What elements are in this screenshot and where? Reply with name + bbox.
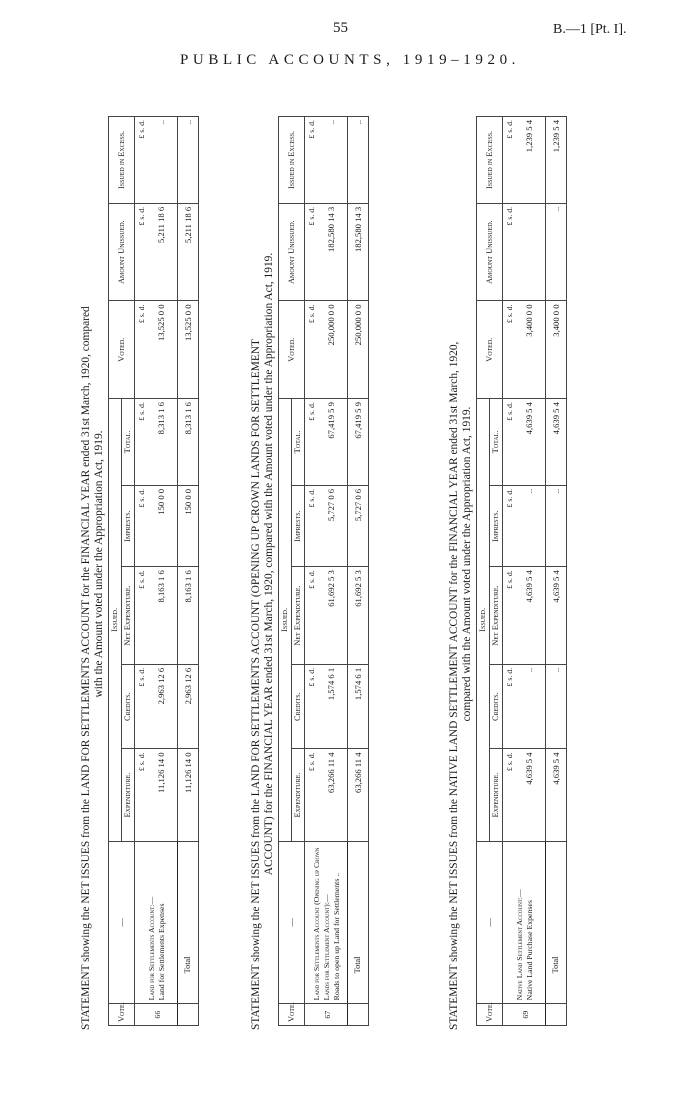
unissued-header: Amount Unissued. (109, 203, 135, 301)
total-unissued-cell: 5,211 18 6 (178, 203, 199, 301)
statement-title-main: STATEMENT showing the NET ISSUES from the LAND FOR SETTLEMENTS ACCOUNT for the FINANCIAL YEAR ended 31st March, 1920, compared (80, 306, 92, 1030)
voted-cell: 13,525 0 0 (146, 301, 178, 399)
units-label: £ s. d. (135, 664, 147, 749)
expenditure-cell: 11,126 14 0 (146, 749, 178, 841)
units-label: £ s. d. (503, 567, 515, 665)
units-label: £ s. d. (305, 203, 317, 301)
imprests-cell: .. (514, 485, 546, 566)
total-cell: 8,313 1 6 (146, 399, 178, 486)
statement-land-for-settlements (80, 90, 235, 1030)
total-net-expenditure-cell: 4,639 5 4 (546, 567, 567, 665)
statement-table (108, 116, 199, 1026)
units-label: £ s. d. (503, 399, 515, 486)
total-voted-cell: 13,525 0 0 (178, 301, 199, 399)
account-description (503, 841, 546, 1004)
units-label: £ s. d. (503, 664, 515, 749)
total-imprests-cell: 5,727 0 6 (348, 485, 369, 566)
vote-header: Vote. (109, 1004, 135, 1026)
account-description (135, 841, 178, 1004)
unissued-cell: 5,211 18 6 (146, 203, 178, 301)
vote-number: 66 (135, 1004, 178, 1026)
total-imprests-cell: .. (546, 485, 567, 566)
vote-number: 67 (305, 1004, 348, 1026)
imprests-header: Imprests. (122, 485, 135, 566)
credits-cell: 2,963 12 6 (146, 664, 178, 749)
statement-table (278, 116, 369, 1026)
expenditure-header: Expenditure. (490, 749, 503, 841)
account-description (305, 841, 348, 1004)
vote-blank (546, 1004, 567, 1026)
credits-header: Credits. (122, 664, 135, 749)
total-net-expenditure-cell: 8,163 1 6 (178, 567, 199, 665)
item-name: Native Land Purchase Expenses (525, 900, 534, 1001)
credits-cell: 1,574 6 1 (316, 664, 348, 749)
vote-header: Vote. (477, 1004, 503, 1026)
total-expenditure-cell: 63,266 11 4 (348, 749, 369, 841)
units-label: £ s. d. (135, 399, 147, 486)
units-label: £ s. d. (305, 399, 317, 486)
page-number: 55 (333, 20, 348, 36)
credits-header: Credits. (292, 664, 305, 749)
statement-title (80, 90, 106, 1030)
excess-cell: 1,239 5 4 (514, 117, 546, 204)
total-label: Total (546, 841, 567, 1004)
statement-opening-up-crown-lands (250, 90, 415, 1030)
account-name: Land for Settlements Account:— (147, 896, 156, 1001)
units-label: £ s. d. (135, 749, 147, 841)
units-label: £ s. d. (503, 485, 515, 566)
total-unissued-cell: 182,580 14 3 (348, 203, 369, 301)
total-total-cell: 67,419 5 9 (348, 399, 369, 486)
units-label: £ s. d. (305, 664, 317, 749)
units-label: £ s. d. (503, 749, 515, 841)
statement-title-main: STATEMENT showing the NET ISSUES from the LAND FOR SETTLEMENTS ACCOUNT (OPENING UP CROWN LANDS FOR SETTLEMENT (250, 339, 262, 1030)
total-excess-cell: .. (178, 117, 199, 204)
voted-cell: 250,000 0 0 (316, 301, 348, 399)
units-label: £ s. d. (305, 749, 317, 841)
net-expenditure-cell: 4,639 5 4 (514, 567, 546, 665)
credits-cell: .. (514, 664, 546, 749)
total-header: Total. (122, 399, 135, 486)
statement-title-main: STATEMENT showing the NET ISSUES from the NATIVE LAND SETTLEMENT ACCOUNT for the FINANCIAL YEAR ended 31st March, 1920, (448, 341, 460, 1030)
total-cell: 67,419 5 9 (316, 399, 348, 486)
total-excess-cell: .. (348, 117, 369, 204)
statement-native-land-settlement (448, 90, 613, 1030)
description-header: — (477, 841, 503, 1004)
unissued-cell: 182,580 14 3 (316, 203, 348, 301)
total-total-cell: 4,639 5 4 (546, 399, 567, 486)
issued-header: Issued. (279, 399, 292, 842)
total-voted-cell: 3,400 0 0 (546, 301, 567, 399)
units-label: £ s. d. (135, 117, 147, 204)
imprests-cell: 150 0 0 (146, 485, 178, 566)
units-label: £ s. d. (305, 301, 317, 399)
units-label: £ s. d. (503, 301, 515, 399)
voted-header: Voted. (109, 301, 135, 399)
net-expenditure-cell: 8,163 1 6 (146, 567, 178, 665)
description-header: — (279, 841, 305, 1004)
excess-header: Issued in Excess. (279, 117, 305, 204)
total-header: Total. (292, 399, 305, 486)
vote-header: Vote. (279, 1004, 305, 1026)
issued-header: Issued. (477, 399, 490, 842)
imprests-cell: 5,727 0 6 (316, 485, 348, 566)
units-label: £ s. d. (135, 485, 147, 566)
total-credits-cell: 2,963 12 6 (178, 664, 199, 749)
excess-header: Issued in Excess. (109, 117, 135, 204)
units-label: £ s. d. (135, 203, 147, 301)
total-voted-cell: 250,000 0 0 (348, 301, 369, 399)
units-label: £ s. d. (135, 567, 147, 665)
total-cell: 4,639 5 4 (514, 399, 546, 486)
voted-header: Voted. (279, 301, 305, 399)
units-label: £ s. d. (305, 567, 317, 665)
voted-header: Voted. (477, 301, 503, 399)
units-label: £ s. d. (503, 203, 515, 301)
units-label: £ s. d. (503, 117, 515, 204)
imprests-header: Imprests. (292, 485, 305, 566)
total-unissued-cell: .. (546, 203, 567, 301)
expenditure-cell: 63,266 11 4 (316, 749, 348, 841)
net-expenditure-header: Net Expenditure. (490, 567, 503, 665)
issued-header: Issued. (109, 399, 122, 842)
total-credits-cell: .. (546, 664, 567, 749)
expenditure-header: Expenditure. (122, 749, 135, 841)
description-header: — (109, 841, 135, 1004)
statement-title (250, 90, 276, 1030)
excess-header: Issued in Excess. (477, 117, 503, 204)
net-expenditure-cell: 61,692 5 3 (316, 567, 348, 665)
account-name: Native Land Settlement Account:— (515, 889, 524, 1001)
total-expenditure-cell: 4,639 5 4 (546, 749, 567, 841)
running-head: PUBLIC ACCOUNTS, 1919–1920. (179, 52, 521, 68)
excess-cell: .. (146, 117, 178, 204)
statement-title-sub: compared with the Amount voted under the Appropriation Act, 1919. (461, 406, 473, 722)
vote-blank (348, 1004, 369, 1026)
imprests-header: Imprests. (490, 485, 503, 566)
account-name: Land for Settlements Account (Opening up Crown Lands for Settlement Account):— (312, 847, 331, 1001)
statement-title-sub: ACCOUNT) for the FINANCIAL YEAR ended 31st March, 1920, compared with the Amount voted under the Appropriation Act, 1919. (263, 252, 275, 876)
voted-cell: 3,400 0 0 (514, 301, 546, 399)
total-expenditure-cell: 11,126 14 0 (178, 749, 199, 841)
statement-title (448, 90, 474, 1030)
total-excess-cell: 1,239 5 4 (546, 117, 567, 204)
excess-cell: .. (316, 117, 348, 204)
units-label: £ s. d. (135, 301, 147, 399)
net-expenditure-header: Net Expenditure. (122, 567, 135, 665)
vote-blank (178, 1004, 199, 1026)
expenditure-header: Expenditure. (292, 749, 305, 841)
statement-title-sub: with the Amount voted under the Appropriation Act, 1919. (93, 430, 105, 698)
total-label: Total (178, 841, 199, 1004)
units-label: £ s. d. (305, 117, 317, 204)
vote-number: 69 (503, 1004, 546, 1026)
credits-header: Credits. (490, 664, 503, 749)
statement-table (476, 116, 567, 1026)
total-imprests-cell: 150 0 0 (178, 485, 199, 566)
item-name: Land for Settlements Expenses (157, 903, 166, 1001)
units-label: £ s. d. (305, 485, 317, 566)
total-total-cell: 8,313 1 6 (178, 399, 199, 486)
unissued-header: Amount Unissued. (279, 203, 305, 301)
unissued-header: Amount Unissued. (477, 203, 503, 301)
unissued-cell (514, 203, 546, 301)
document-reference: B.—1 [Pt. I]. (553, 22, 627, 37)
total-net-expenditure-cell: 61,692 5 3 (348, 567, 369, 665)
net-expenditure-header: Net Expenditure. (292, 567, 305, 665)
total-credits-cell: 1,574 6 1 (348, 664, 369, 749)
expenditure-cell: 4,639 5 4 (514, 749, 546, 841)
total-label: Total (348, 841, 369, 1004)
total-header: Total. (490, 399, 503, 486)
item-name: Roads to open up Land for Settlements .. (332, 872, 341, 1001)
